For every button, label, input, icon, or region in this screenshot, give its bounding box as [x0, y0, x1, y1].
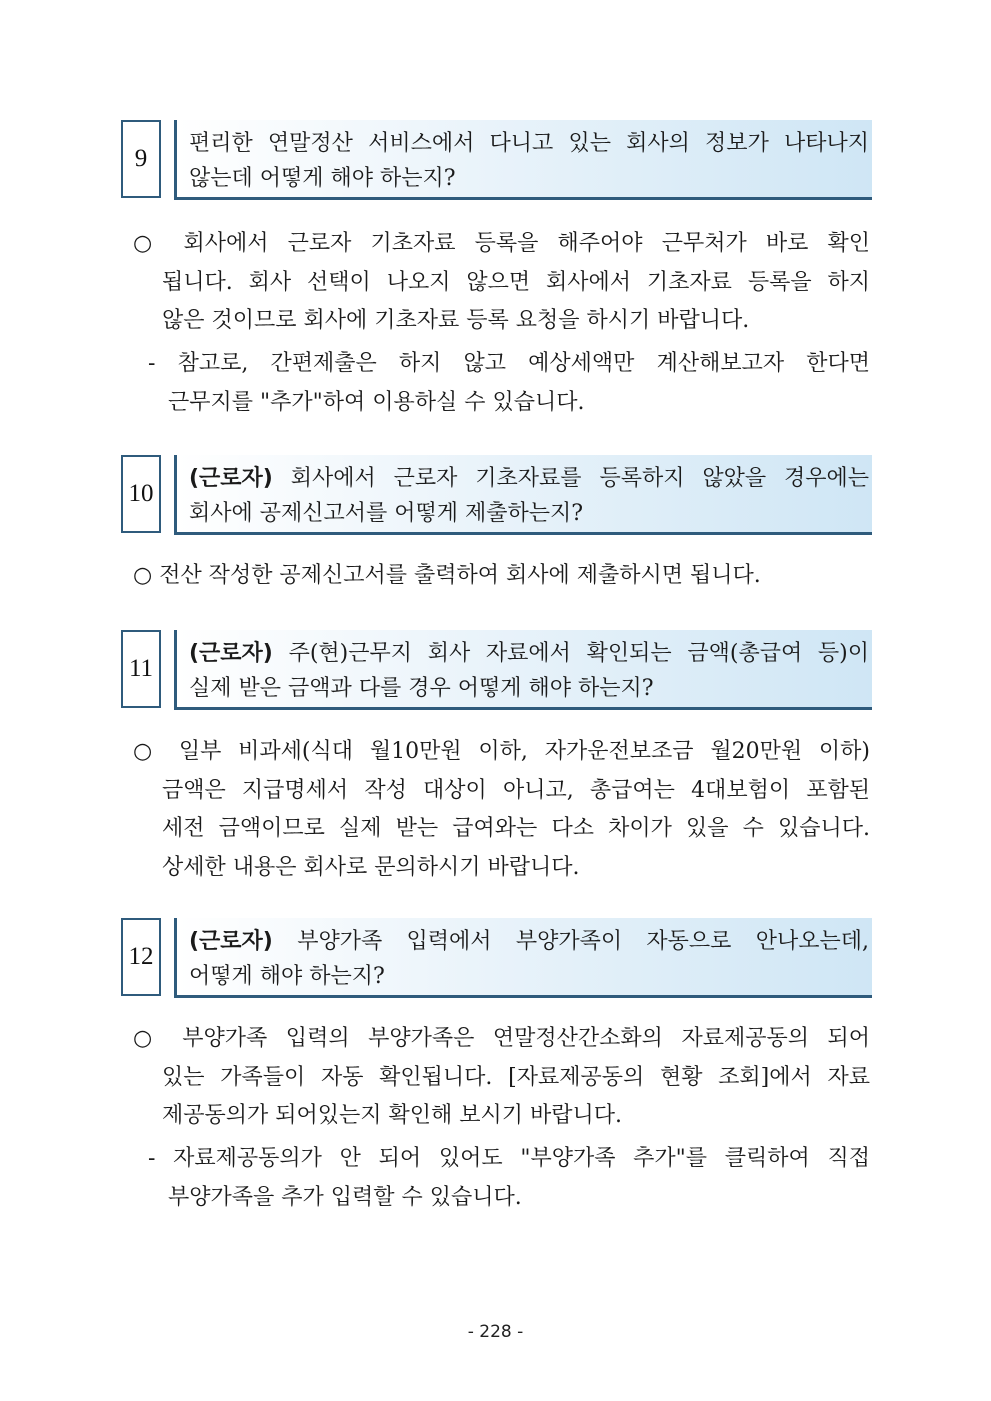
- answer-10: [133, 557, 870, 596]
- answer-11: [133, 733, 870, 887]
- question-box: [174, 455, 872, 535]
- note-line: - 자료제공동의가 안 되어 있어도 "부양가족 추가"를 클릭하여 직접: [148, 1146, 870, 1171]
- answer-9: [133, 225, 870, 341]
- answer-line: 있는 가족들이 자동 확인됩니다. [자료제공동의 현황 조회]에서 자료: [162, 1064, 870, 1090]
- answer-line: 세전 금액이므로 실제 받는 급여와는 다소 차이가 있을 수 있습니다.: [162, 816, 870, 841]
- question-header-9: [121, 120, 872, 202]
- question-box: [174, 120, 872, 200]
- question-box: [174, 630, 872, 710]
- answer-line: 상세한 내용은 회사로 문의하시기 바랍니다.: [162, 854, 580, 880]
- question-number: 12: [121, 918, 161, 996]
- question-line: 실제 받은 금액과 다를 경우 어떻게 해야 하는지?: [189, 676, 654, 701]
- question-tag: (근로자): [189, 641, 273, 666]
- question-line: (근로자) 회사에서 근로자 기초자료를 등록하지 않았을 경우에는: [189, 466, 869, 491]
- answer-note-12: [148, 1140, 870, 1217]
- question-header-12: [121, 918, 872, 1000]
- question-number: 11: [121, 630, 161, 708]
- answer-line: ○ 회사에서 근로자 기초자료 등록을 해주어야 근무처가 바로 확인: [133, 231, 870, 256]
- page-number: - 228 -: [467, 1322, 524, 1342]
- answer-line: ○ 일부 비과세(식대 월10만원 이하, 자가운전보조금 월20만원 이하): [133, 739, 870, 764]
- question-line: (근로자) 부양가족 입력에서 부양가족이 자동으로 안나오는데,: [189, 929, 869, 954]
- note-line: 부양가족을 추가 입력할 수 있습니다.: [168, 1184, 522, 1210]
- note-line: - 참고로, 간편제출은 하지 않고 예상세액만 계산해보고자 한다면: [148, 351, 870, 376]
- question-line: 편리한 연말정산 서비스에서 다니고 있는 회사의 정보가 나타나지: [189, 131, 869, 156]
- answer-12: [133, 1020, 870, 1136]
- answer-line: ○ 부양가족 입력의 부양가족은 연말정산간소화의 자료제공동의 되어: [133, 1026, 870, 1051]
- question-number: 9: [121, 120, 161, 198]
- answer-line: 금액은 지급명세서 작성 대상이 아니고, 총급여는 4대보험이 포함된: [162, 777, 870, 803]
- question-tag: (근로자): [189, 929, 273, 954]
- answer-line: ○ 전산 작성한 공제신고서를 출력하여 회사에 제출하시면 됩니다.: [133, 563, 761, 588]
- question-box: [174, 918, 872, 998]
- note-line: 근무지를 "추가"하여 이용하실 수 있습니다.: [168, 389, 585, 415]
- question-number: 10: [121, 455, 161, 533]
- question-line: (근로자) 주(현)근무지 회사 자료에서 확인되는 금액(총급여 등)이: [189, 641, 869, 666]
- answer-line: 됩니다. 회사 선택이 나오지 않으면 회사에서 기초자료 등록을 하지: [162, 269, 870, 295]
- answer-line: 제공동의가 되어있는지 확인해 보시기 바랍니다.: [162, 1103, 623, 1128]
- question-line: 회사에 공제신고서를 어떻게 제출하는지?: [189, 501, 584, 526]
- answer-line: 않은 것이므로 회사에 기초자료 등록 요청을 하시기 바랍니다.: [162, 308, 750, 333]
- question-header-10: [121, 455, 872, 537]
- question-line: 않는데 어떻게 해야 하는지?: [189, 166, 456, 191]
- question-line: 어떻게 해야 하는지?: [189, 964, 385, 989]
- question-header-11: [121, 630, 872, 712]
- question-tag: (근로자): [189, 466, 273, 491]
- answer-note-9: [148, 345, 870, 422]
